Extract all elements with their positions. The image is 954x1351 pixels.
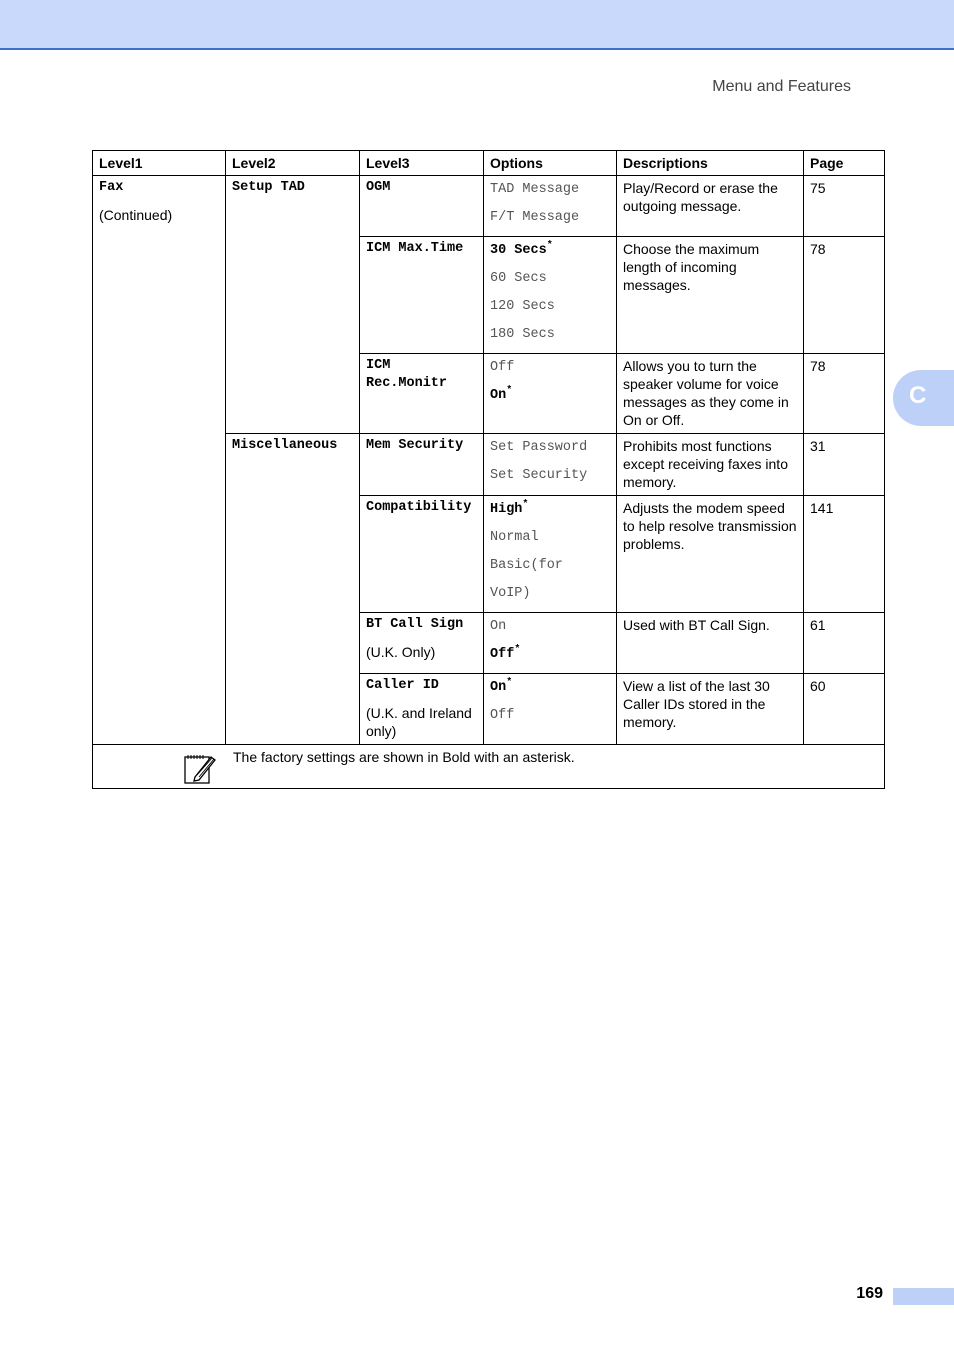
option-text: On <box>490 680 507 695</box>
level3-sub: (U.K. Only) <box>366 644 436 660</box>
option-text: 120 Secs <box>490 299 555 314</box>
default-asterisk: * <box>506 677 513 689</box>
options-cell <box>484 674 617 745</box>
page-cell: 75 <box>804 176 885 237</box>
level3-cell <box>360 237 484 354</box>
level1-sub: (Continued) <box>99 207 173 223</box>
chapter-tab-letter: C <box>909 382 927 409</box>
level3-cell <box>360 613 484 674</box>
chapter-tab <box>893 370 954 426</box>
top-band <box>0 0 954 50</box>
column-header: Level1 <box>93 151 226 176</box>
option-item <box>490 641 610 669</box>
page-cell: 78 <box>804 354 885 434</box>
option-text: Set Security <box>490 468 588 483</box>
level1-cell <box>93 176 226 745</box>
option-item <box>490 496 610 524</box>
level1-name: Fax <box>99 180 124 195</box>
option-text: 60 Secs <box>490 271 547 286</box>
option-text: Normal <box>490 530 539 545</box>
column-header: Level3 <box>360 151 484 176</box>
level2-name: Setup TAD <box>232 180 305 195</box>
page-cell: 61 <box>804 613 885 674</box>
note-pencil-icon <box>183 751 217 785</box>
column-header: Descriptions <box>617 151 804 176</box>
option-item <box>490 321 610 349</box>
option-text: High <box>490 502 523 517</box>
note-row <box>93 745 885 789</box>
option-item <box>490 434 610 462</box>
default-asterisk: * <box>514 644 521 656</box>
table-header-row <box>93 151 885 176</box>
page-cell: 141 <box>804 496 885 613</box>
option-item <box>490 204 610 232</box>
menu-table <box>92 150 885 789</box>
default-asterisk: * <box>546 240 553 252</box>
description-cell: Adjusts the modem speed to help resolve transmission problems. <box>617 496 804 613</box>
page-cell: 78 <box>804 237 885 354</box>
page-number: 169 <box>856 1285 883 1302</box>
option-text: Set Password <box>490 440 588 455</box>
level3-sub: (U.K. and Ireland only) <box>366 705 472 739</box>
level2-name: Miscellaneous <box>232 438 338 453</box>
page-cell: 60 <box>804 674 885 745</box>
options-cell <box>484 176 617 237</box>
option-item <box>490 265 610 293</box>
default-asterisk: * <box>522 499 529 511</box>
level3-cell <box>360 354 484 434</box>
level3-cell <box>360 674 484 745</box>
option-item <box>490 176 610 204</box>
option-text: Off <box>490 708 515 723</box>
description-cell: Play/Record or erase the outgoing message. <box>617 176 804 237</box>
option-text: 30 Secs <box>490 243 547 258</box>
option-item <box>490 702 610 730</box>
table-body <box>93 176 885 745</box>
level3-name: Compatibility <box>366 500 472 515</box>
options-cell <box>484 354 617 434</box>
option-text: Off <box>490 647 515 662</box>
level3-cell <box>360 176 484 237</box>
description-cell: Choose the maximum length of incoming messages. <box>617 237 804 354</box>
running-header: Menu and Features <box>712 78 851 95</box>
option-item <box>490 382 610 410</box>
options-cell <box>484 613 617 674</box>
table-row <box>93 176 885 237</box>
level3-cell <box>360 434 484 496</box>
options-cell <box>484 496 617 613</box>
note-cell <box>93 745 885 789</box>
description-cell: Allows you to turn the speaker volume for voice messages as they come in On or Off. <box>617 354 804 434</box>
option-text: Basic(for VoIP) <box>490 558 563 601</box>
level3-name: BT Call Sign <box>366 617 464 632</box>
option-text: On <box>490 388 507 403</box>
level3-name: ICM Max.Time <box>366 241 464 256</box>
option-item <box>490 462 610 490</box>
option-item <box>490 293 610 321</box>
level3-name: Mem Security <box>366 438 464 453</box>
option-item <box>490 524 610 552</box>
description-cell: View a list of the last 30 Caller IDs stored in the memory. <box>617 674 804 745</box>
description-cell: Prohibits most functions except receiving faxes into memory. <box>617 434 804 496</box>
option-text: Off <box>490 360 515 375</box>
option-text: F/T Message <box>490 210 580 225</box>
column-header: Options <box>484 151 617 176</box>
option-item <box>490 354 610 382</box>
level3-cell <box>360 496 484 613</box>
level2-cell <box>226 176 360 434</box>
option-item <box>490 613 610 641</box>
level3-name: OGM <box>366 180 391 195</box>
description-cell: Used with BT Call Sign. <box>617 613 804 674</box>
level2-cell <box>226 434 360 745</box>
page-cell: 31 <box>804 434 885 496</box>
option-text: 180 Secs <box>490 327 555 342</box>
default-asterisk: * <box>506 385 513 397</box>
note-text: The factory settings are shown in Bold with an asterisk. <box>233 749 575 765</box>
level3-name: ICM Rec.Monitr <box>366 358 448 391</box>
option-item <box>490 674 610 702</box>
level3-name: Caller ID <box>366 678 439 693</box>
page-number-bar <box>893 1288 954 1305</box>
option-item <box>490 237 610 265</box>
options-cell <box>484 237 617 354</box>
column-header: Page <box>804 151 885 176</box>
option-item <box>490 552 610 608</box>
option-text: On <box>490 619 507 634</box>
options-cell <box>484 434 617 496</box>
column-header: Level2 <box>226 151 360 176</box>
option-text: TAD Message <box>490 182 580 197</box>
